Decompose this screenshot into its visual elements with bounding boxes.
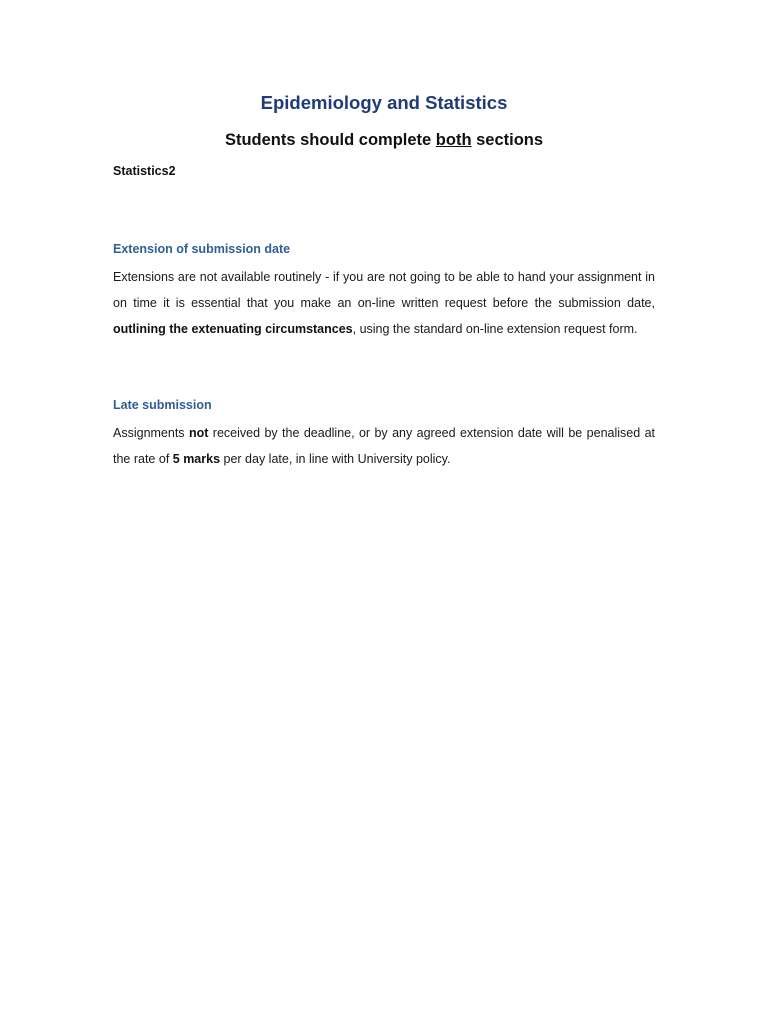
extension-bold-1: outlining the extenuating circumstances <box>113 322 353 336</box>
subtitle-text-after: sections <box>471 131 544 149</box>
subtitle-emphasis: both <box>435 131 472 149</box>
late-bold-1: not <box>188 426 209 440</box>
extension-text-1: Extensions are not available routinely - if you are not going to be able to hand your assignment in on time it is essential that you make an on-line written request before the submission date, <box>113 270 655 310</box>
late-text-2: received by the deadline, or by any agreed extension date will be penalised at the rate of <box>113 426 656 466</box>
late-bold-2: 5 marks <box>172 452 221 466</box>
late-submission-paragraph <box>113 420 655 472</box>
late-text-3: per day late, in line with University policy. <box>220 452 451 466</box>
section-tag: Statistics2 <box>113 164 176 178</box>
late-text-1: Assignments <box>113 426 189 440</box>
late-submission-heading: Late submission <box>113 398 212 412</box>
extension-heading: Extension of submission date <box>113 242 291 256</box>
extension-paragraph <box>113 264 655 342</box>
extension-text-2: , using the standard on-line extension request form. <box>352 322 638 336</box>
document-subtitle <box>0 131 768 150</box>
subtitle-text-before: Students should complete <box>224 131 436 149</box>
document-title: Epidemiology and Statistics <box>260 92 508 113</box>
